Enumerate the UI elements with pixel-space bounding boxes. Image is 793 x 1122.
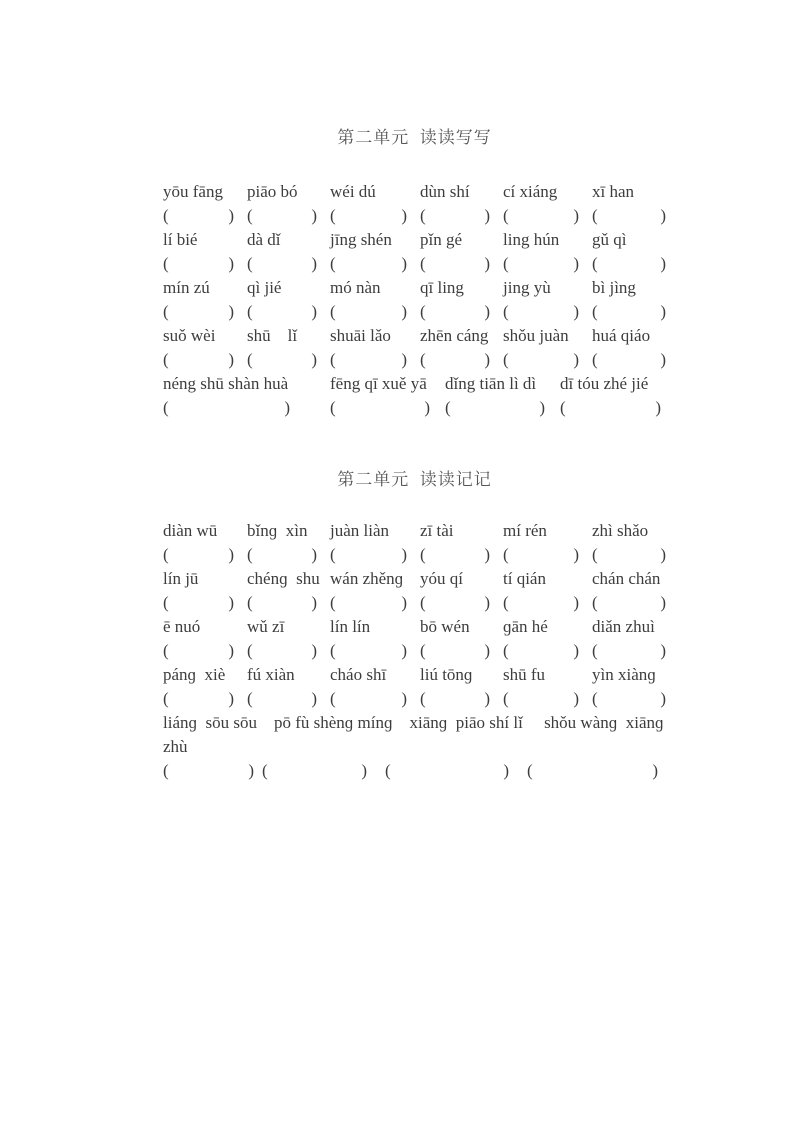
answer-blank (503, 687, 592, 711)
pinyin-phrase: fēng qī xuě yā (330, 374, 427, 393)
close-paren: ) (228, 350, 234, 369)
open-paren: ( (420, 641, 426, 660)
pinyin-row (163, 663, 666, 687)
open-paren: ( (262, 761, 268, 780)
blanks-row (163, 543, 666, 567)
open-paren: ( (163, 302, 169, 321)
pinyin-word: wán zhěnɡ (330, 569, 404, 588)
close-paren: ) (284, 398, 290, 417)
answer-blank (420, 639, 503, 663)
word-group (163, 180, 666, 228)
answer-blank (330, 591, 420, 615)
pinyin-row (163, 567, 666, 591)
answer-blank (592, 348, 671, 372)
pinyin-word: zhēn cáng (420, 326, 489, 345)
open-paren: ( (330, 254, 336, 273)
pinyin-word: diàn wū (163, 521, 218, 540)
pinyin-word: wǔ zī (247, 617, 285, 636)
close-paren: ) (401, 593, 407, 612)
open-paren: ( (330, 593, 336, 612)
pinyin-word: ɡān hé (503, 617, 548, 636)
open-paren: ( (330, 545, 336, 564)
pinyin-word: bō wén (420, 617, 470, 636)
answer-blank (592, 300, 671, 324)
section-read-write (163, 128, 666, 420)
open-paren: ( (503, 689, 509, 708)
pinyin-word: tí qián (503, 569, 546, 588)
close-paren: ) (401, 254, 407, 273)
answer-blank (247, 204, 330, 228)
pinyin-word: pǐn gé (420, 230, 463, 249)
open-paren: ( (163, 350, 169, 369)
pinyin-word: wéi dú (330, 182, 376, 201)
close-paren: ) (660, 641, 666, 660)
close-paren: ) (484, 593, 490, 612)
open-paren: ( (247, 641, 253, 660)
close-paren: ) (655, 398, 661, 417)
pinyin-word: juàn liàn (330, 521, 390, 540)
pinyin-word: yōu fāng (163, 182, 223, 201)
word-group (163, 615, 666, 663)
close-paren: ) (484, 689, 490, 708)
section-title: 第二单元 读读写写 (337, 128, 492, 147)
open-paren: ( (592, 206, 598, 225)
open-paren: ( (592, 302, 598, 321)
close-paren: ) (228, 206, 234, 225)
answer-blank (262, 759, 385, 783)
pinyin-row (163, 615, 666, 639)
open-paren: ( (163, 761, 169, 780)
pinyin-word: ling hún (503, 230, 560, 249)
answer-blank (163, 396, 330, 420)
pinyin-word: jīng shén (330, 230, 392, 249)
pinyin-phrase-wrap: zhù (163, 737, 188, 756)
pinyin-word: qì jié (247, 278, 282, 297)
pinyin-word: zī tài (420, 521, 454, 540)
answer-blank (420, 543, 503, 567)
word-group (163, 519, 666, 567)
open-paren: ( (330, 350, 336, 369)
answer-blank (420, 591, 503, 615)
answer-blank (163, 759, 262, 783)
open-paren: ( (420, 593, 426, 612)
pinyin-word: cí xiáng (503, 182, 558, 201)
open-paren: ( (330, 302, 336, 321)
answer-blank (163, 687, 247, 711)
close-paren: ) (484, 206, 490, 225)
answer-blank (445, 396, 560, 420)
word-group (163, 276, 666, 324)
close-paren: ) (660, 545, 666, 564)
pinyin-word: ē nuó (163, 617, 201, 636)
answer-blank (247, 348, 330, 372)
answer-blank (592, 204, 671, 228)
section-title: 第二单元 读读记记 (337, 470, 492, 489)
answer-blank (385, 759, 527, 783)
close-paren: ) (660, 689, 666, 708)
pinyin-word: mí rén (503, 521, 547, 540)
open-paren: ( (247, 350, 253, 369)
close-paren: ) (573, 350, 579, 369)
open-paren: ( (420, 689, 426, 708)
answer-blank (503, 543, 592, 567)
answer-blank (330, 252, 420, 276)
open-paren: ( (247, 206, 253, 225)
answer-blank (163, 543, 247, 567)
pinyin-word: dùn shí (420, 182, 470, 201)
answer-blank (592, 591, 671, 615)
open-paren: ( (163, 254, 169, 273)
close-paren: ) (311, 641, 317, 660)
pinyin-phrase: néng shū shàn huà (163, 374, 289, 393)
answer-blank (330, 687, 420, 711)
close-paren: ) (660, 254, 666, 273)
close-paren: ) (573, 206, 579, 225)
open-paren: ( (503, 302, 509, 321)
answer-blank (560, 396, 666, 420)
pinyin-word: mó nàn (330, 278, 381, 297)
close-paren: ) (573, 593, 579, 612)
word-group (163, 372, 666, 420)
open-paren: ( (560, 398, 566, 417)
pinyin-word: yìn xiànɡ (592, 665, 656, 684)
close-paren: ) (311, 206, 317, 225)
close-paren: ) (228, 593, 234, 612)
answer-blank (330, 396, 445, 420)
answer-blank (330, 543, 420, 567)
close-paren: ) (401, 545, 407, 564)
close-paren: ) (401, 689, 407, 708)
open-paren: ( (503, 254, 509, 273)
blanks-row (163, 687, 666, 711)
pinyin-word: yóu qí (420, 569, 463, 588)
close-paren: ) (503, 761, 509, 780)
close-paren: ) (660, 350, 666, 369)
open-paren: ( (247, 302, 253, 321)
answer-blank (247, 252, 330, 276)
close-paren: ) (424, 398, 430, 417)
answer-blank (420, 204, 503, 228)
open-paren: ( (420, 545, 426, 564)
open-paren: ( (527, 761, 533, 780)
close-paren: ) (573, 545, 579, 564)
answer-blank (163, 300, 247, 324)
close-paren: ) (228, 254, 234, 273)
open-paren: ( (503, 641, 509, 660)
close-paren: ) (228, 641, 234, 660)
answer-blank (247, 591, 330, 615)
pinyin-row (163, 276, 666, 300)
close-paren: ) (484, 641, 490, 660)
open-paren: ( (163, 545, 169, 564)
open-paren: ( (163, 398, 169, 417)
close-paren: ) (660, 593, 666, 612)
answer-blank (592, 543, 671, 567)
answer-blank (527, 759, 660, 783)
close-paren: ) (248, 761, 254, 780)
close-paren: ) (573, 302, 579, 321)
open-paren: ( (592, 641, 598, 660)
close-paren: ) (311, 350, 317, 369)
answer-blank (247, 687, 330, 711)
answer-blank (420, 348, 503, 372)
open-paren: ( (163, 206, 169, 225)
open-paren: ( (247, 254, 253, 273)
pinyin-word: suǒ wèi (163, 326, 216, 345)
pinyin-word: lí bié (163, 230, 198, 249)
pinyin-word: chénɡ shu (247, 569, 320, 588)
answer-blank (420, 300, 503, 324)
blanks-row (163, 204, 666, 228)
open-paren: ( (330, 398, 336, 417)
pinyin-row (163, 519, 666, 543)
answer-blank (330, 204, 420, 228)
open-paren: ( (503, 206, 509, 225)
answer-blank (247, 639, 330, 663)
open-paren: ( (503, 545, 509, 564)
close-paren: ) (484, 545, 490, 564)
pinyin-word: xī han (592, 182, 635, 201)
pinyin-word: shuāi lǎo (330, 326, 391, 345)
answer-blank (330, 348, 420, 372)
pinyin-word: gǔ qì (592, 230, 627, 249)
answer-blank (247, 543, 330, 567)
blanks-row (163, 759, 666, 783)
answer-blank (420, 687, 503, 711)
pinyin-word: jing yù (503, 278, 551, 297)
close-paren: ) (652, 761, 658, 780)
close-paren: ) (484, 350, 490, 369)
open-paren: ( (592, 689, 598, 708)
pinyin-word: bǐnɡ xìn (247, 521, 308, 540)
close-paren: ) (361, 761, 367, 780)
open-paren: ( (592, 593, 598, 612)
open-paren: ( (592, 545, 598, 564)
answer-blank (503, 639, 592, 663)
open-paren: ( (420, 254, 426, 273)
answer-blank (330, 639, 420, 663)
close-paren: ) (401, 302, 407, 321)
close-paren: ) (573, 254, 579, 273)
close-paren: ) (311, 302, 317, 321)
open-paren: ( (592, 254, 598, 273)
word-group (163, 228, 666, 276)
answer-blank (503, 591, 592, 615)
answer-blank (330, 300, 420, 324)
answer-blank (163, 252, 247, 276)
pinyin-row (163, 372, 666, 396)
open-paren: ( (163, 593, 169, 612)
open-paren: ( (420, 206, 426, 225)
close-paren: ) (311, 689, 317, 708)
close-paren: ) (311, 254, 317, 273)
open-paren: ( (330, 206, 336, 225)
blanks-row (163, 348, 666, 372)
open-paren: ( (163, 689, 169, 708)
open-paren: ( (330, 641, 336, 660)
pinyin-word: fú xiàn (247, 665, 295, 684)
word-group (163, 567, 666, 615)
pinyin-word: bì jìng (592, 278, 636, 297)
pinyin-phrase: dī tóu zhé jié (560, 374, 649, 393)
pinyin-word: mín zú (163, 278, 210, 297)
pinyin-word: shǒu juàn (503, 326, 569, 345)
pinyin-word: huá qiáo (592, 326, 651, 345)
answer-blank (592, 252, 671, 276)
answer-blank (420, 252, 503, 276)
answer-blank (163, 591, 247, 615)
blanks-row (163, 252, 666, 276)
pinyin-phrase: dǐng tiān lì dì (445, 374, 537, 393)
pinyin-word: pánɡ xiè (163, 665, 226, 684)
open-paren: ( (330, 689, 336, 708)
answer-blank (247, 300, 330, 324)
close-paren: ) (484, 254, 490, 273)
open-paren: ( (247, 689, 253, 708)
close-paren: ) (660, 206, 666, 225)
answer-blank (503, 300, 592, 324)
answer-blank (163, 639, 247, 663)
open-paren: ( (420, 350, 426, 369)
pinyin-word: lín lín (330, 617, 371, 636)
pinyin-phrase-line: liánɡ sōu sōu pō fù shènɡ mínɡ xiānɡ piāo shí lǐ shǒu wànɡ xiānɡ (163, 713, 664, 732)
pinyin-word: piāo bó (247, 182, 298, 201)
close-paren: ) (228, 302, 234, 321)
close-paren: ) (660, 302, 666, 321)
answer-blank (503, 348, 592, 372)
answer-blank (163, 348, 247, 372)
pinyin-word: cháo shī (330, 665, 387, 684)
open-paren: ( (503, 350, 509, 369)
open-paren: ( (420, 302, 426, 321)
word-group (163, 324, 666, 372)
pinyin-row (163, 180, 666, 204)
open-paren: ( (445, 398, 451, 417)
open-paren: ( (385, 761, 391, 780)
open-paren: ( (247, 593, 253, 612)
pinyin-word: qī ling (420, 278, 464, 297)
section-read-remember (163, 470, 666, 783)
answer-blank (503, 204, 592, 228)
pinyin-word: shū fu (503, 665, 546, 684)
close-paren: ) (484, 302, 490, 321)
blanks-row (163, 591, 666, 615)
answer-blank (592, 639, 671, 663)
pinyin-row (163, 324, 666, 348)
close-paren: ) (228, 545, 234, 564)
close-paren: ) (573, 689, 579, 708)
open-paren: ( (592, 350, 598, 369)
answer-blank (163, 204, 247, 228)
blanks-row (163, 396, 666, 420)
close-paren: ) (311, 593, 317, 612)
close-paren: ) (539, 398, 545, 417)
worksheet-page (163, 0, 666, 783)
word-group (163, 711, 666, 783)
blanks-row (163, 639, 666, 663)
open-paren: ( (247, 545, 253, 564)
pinyin-word: lín jū (163, 569, 199, 588)
word-group (163, 663, 666, 711)
answer-blank (592, 687, 671, 711)
pinyin-word: diǎn zhuì (592, 617, 655, 636)
close-paren: ) (573, 641, 579, 660)
pinyin-word: zhì shǎo (592, 521, 649, 540)
pinyin-word: dà dǐ (247, 230, 281, 249)
pinyin-word: shū lǐ (247, 326, 298, 345)
close-paren: ) (401, 641, 407, 660)
close-paren: ) (401, 350, 407, 369)
open-paren: ( (503, 593, 509, 612)
close-paren: ) (401, 206, 407, 225)
pinyin-word: chán chán (592, 569, 661, 588)
pinyin-row (163, 228, 666, 252)
blanks-row (163, 300, 666, 324)
pinyin-word: liú tōnɡ (420, 665, 473, 684)
open-paren: ( (163, 641, 169, 660)
answer-blank (503, 252, 592, 276)
close-paren: ) (311, 545, 317, 564)
close-paren: ) (228, 689, 234, 708)
